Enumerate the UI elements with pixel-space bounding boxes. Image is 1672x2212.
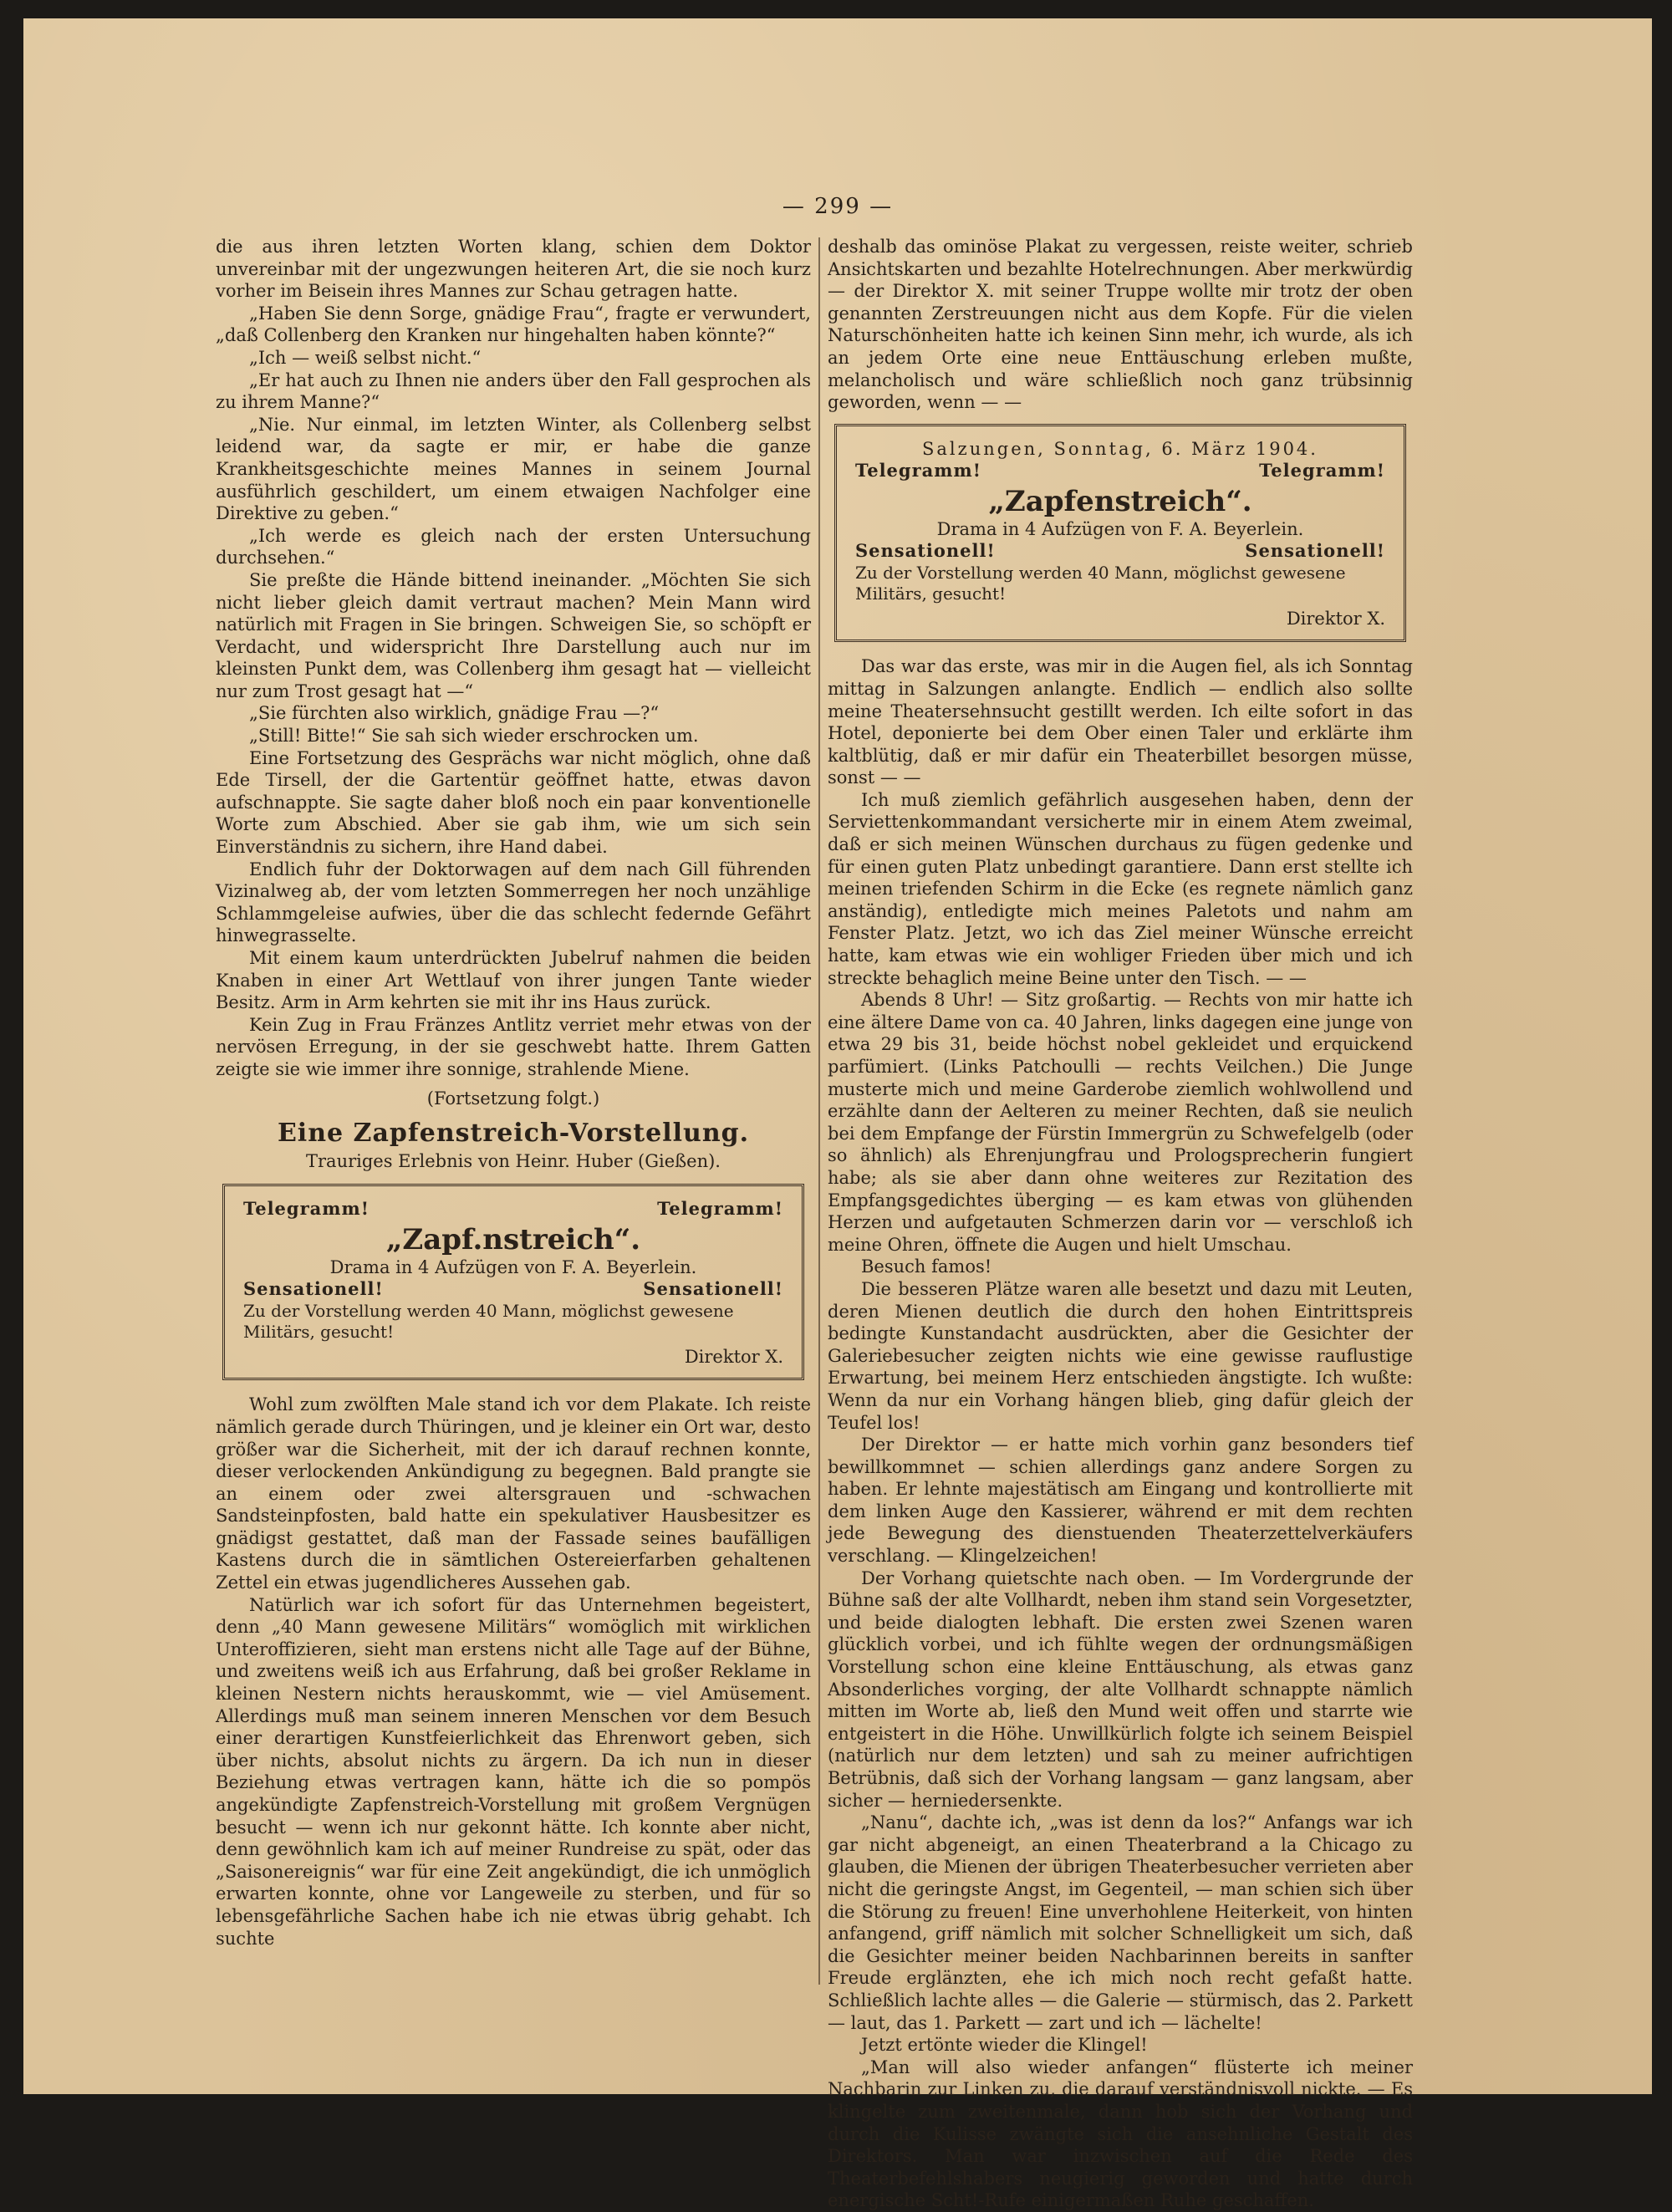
newspaper-page — [23, 18, 1652, 2211]
paragraph: Das war das erste, was mir in die Augen fiel, als ich Sonntag mittag in Salzungen anlangte. Endlich — endlich also sollte meine Theatersehnsucht gestillt werden. Ich eilte sofort in das Hotel, deponierte bei dem Ober einen Taler und erklärte ihm kaltblütig, daß er mir dafür ein Theaterbillet besorgen müsse, sonst — — — [828, 656, 1413, 788]
paragraph: Wohl zum zwölften Male stand ich vor dem Plakate. Ich reiste nämlich gerade durch Thüringen, und je kleiner ein Ort war, desto größer war die Sicherheit, mit der ich darauf rechnen konnte, dieser verlockenden Ankündigung zu begegnen. Bald prangte sie an einem oder zwei altersgrauen und -schwachen Sandsteinpfosten, bald hatte ein spekulativer Hausbesitzer es gnädigst gestattet, daß man der Fassade seines baufälligen Kastens durch die in sämtlichen Ostereierfarben gehaltenen Zettel ein etwas jugendlicheres Aussehen gab. — [216, 1394, 811, 1593]
ad-title: „Zapf.nstreich“. — [385, 1222, 641, 1256]
left-column — [216, 236, 811, 1950]
ad-date-line: Salzungen, Sonntag, 6. März 1904. — [922, 438, 1318, 459]
column-divider — [818, 237, 820, 1985]
ad-drama-line: Drama in 4 Aufzügen von F. A. Beyerlein. — [936, 518, 1304, 539]
paragraph: „Ich werde es gleich nach der ersten Untersuchung durchsehen.“ — [216, 525, 811, 568]
paragraph: Endlich fuhr der Doktorwagen auf dem nach Gill führenden Vizinalweg ab, der vom letzten Sommerregen her noch unzählige Schlammgeleise aufwies, über die das schlecht federnde Gefährt hinwegrasselte. — [216, 859, 811, 946]
paragraph: „Er hat auch zu Ihnen nie anders über den Fall gesprochen als zu ihrem Manne?“ — [216, 370, 811, 413]
sensational-left: Sensationell! — [855, 540, 996, 562]
paragraph: Sie preßte die Hände bittend ineinander. „Möchten Sie sich nicht lieber gleich damit vertraut machen? Mein Mann wird natürlich mit Fragen in Sie bringen. Schweigen Sie, so schöpft er Verdacht, und widerspricht Ihre Darstellung auch nur im kleinsten Punkt dem, was Collenberg ihm gesagt hat — vielleicht nur zum Trost gesagt hat —“ — [216, 569, 811, 701]
ad-drama-line: Drama in 4 Aufzügen von F. A. Beyerlein. — [329, 1256, 697, 1277]
paragraph: Natürlich war ich sofort für das Unternehmen begeistert, denn „40 Mann gewesene Militärs“ womöglich mit wirklichen Unteroffizieren, sieht man erstens nicht alle Tage auf der Bühne, und zweitens weiß ich aus Erfahrung, daß bei großer Reklame in kleinen Nestern nichts herauskommt, wie — viel Amüsement. Allerdings muß man seinem inneren Menschen vor dem Besuch einer derartigen Kunstfeierlichkeit das Ehrenwort geben, sich über nichts, absolut nichts zu ärgern. Da ich nun in dieser Beziehung etwas vertragen kann, hätte ich die so pompös angekündigte Zapfenstreich-Vorstellung mit großem Vergnügen besucht — wenn ich nur gekonnt hätte. Ich konnte aber nicht, denn gewöhnlich kam ich auf meiner Rundreise zu spät, oder das „Saisonereignis“ war für eine Zeit angekündigt, die ich unmöglich erwarten konnte, ohne vor Langeweile zu sterben, und für so lebensgefährliche Sachen habe ich nie etwas übrig gehabt. Ich suchte — [216, 1594, 811, 1949]
page-number: — 299 — — [782, 194, 894, 219]
ad-text: Zu der Vorstellung werden 40 Mann, möglichst gewesene Militärs, gesucht! — [855, 562, 1346, 604]
sensational-left: Sensationell! — [243, 1278, 384, 1300]
paragraph: „Ich — weiß selbst nicht.“ — [249, 347, 482, 368]
article-subtitle: Trauriges Erlebnis von Heinr. Huber (Gießen). — [306, 1150, 721, 1171]
sensational-right: Sensationell! — [643, 1278, 783, 1300]
right-column — [828, 236, 1413, 2212]
paragraph: Der Direktor — er hatte mich vorhin ganz besonders tief bewillkommnet — schien allerdings ganz andere Sorgen zu haben. Er lehnte majestätisch am Eingang und kontrollierte mit dem linken Auge den Kassierer, während er mit dem rechten jede Bewegung des dienstuenden Theaterzettelverkäufers verschlang. — Klingelzeichen! — [828, 1435, 1413, 1567]
paragraph: Jetzt ertönte wieder die Klingel! — [861, 2035, 1148, 2056]
telegram-ad-box-2 — [834, 424, 1406, 643]
paragraph: „Man will also wieder anfangen“ flüsterte ich meiner Nachbarin zur Linken zu, die darauf verständnisvoll nickte. — Es klingelte zum zweitenmale, dann hob sich der Vorhang und durch die Kulisse zwängte sich die ansehnliche Gestalt des Direktors. Man war inzwischen auf die Rede des Theaterbefehlshabers neugierig geworden und hatte durch energische Scht!-Rufe einigermaßen Ruhe geschaffen. — [828, 2057, 1413, 2211]
paragraph: „Haben Sie denn Sorge, gnädige Frau“, fragte er verwundert, „daß Collenberg den Kranken nur hingehalten haben könnte?“ — [216, 303, 811, 346]
ad-signature: Direktor X. — [684, 1346, 783, 1367]
paragraph: Kein Zug in Frau Fränzes Antlitz verriet mehr etwas von der nervösen Erregung, in der sie geschwebt hatte. Ihrem Gatten zeigte sie wie immer ihre sonnige, strahlende Miene. — [216, 1014, 811, 1079]
paragraph: deshalb das ominöse Plakat zu vergessen, reiste weiter, schrieb Ansichtskarten und bezahlte Hotelrechnungen. Aber merkwürdig — der Direktor X. mit seiner Truppe wollte mir trotz der oben genannten Zerstreuungen nicht aus dem Kopfe. Für die vielen Naturschönheiten hatte ich keinen Sinn mehr, ich wurde, als ich an jedem Orte eine neue Enttäuschung erleben mußte, melancholisch und wäre schließlich noch ganz trübsinnig geworden, wenn — — — [828, 237, 1413, 413]
paragraph: die aus ihren letzten Worten klang, schien dem Doktor unvereinbar mit der ungezwungen heiteren Art, die sie noch kurz vorher im Beisein ihres Mannes zur Schau getragen hatte. — [216, 237, 811, 302]
paragraph: Besuch famos! — [861, 1256, 992, 1277]
telegram-label-right: Telegramm! — [657, 1198, 783, 1220]
telegram-label-right: Telegramm! — [1259, 460, 1385, 482]
article-title: Eine Zapfenstreich-Vorstellung. — [277, 1119, 750, 1149]
paragraph: Der Vorhang quietschte nach oben. — Im Vordergrunde der Bühne saß der alte Vollhardt, neben ihm stand sein Vorgesetzter, und beide dialogten lebhaft. Die ersten zwei Szenen waren glücklich vorbei, und ich fühlte wegen der ordnungsmäßigen Vorstellung schon eine kleine Enttäuschung, als etwas ganz Absonderliches vorging, der alte Vollhardt schnappte nämlich mitten im Worte ab, ließ den Mund weit offen und starrte wie entgeistert in die Höhe. Unwillkürlich folgte ich seinem Beispiel (natürlich nur dem letzten) und sah zu meiner aufrichtigen Betrübnis, daß sich der Vorhang langsam — ganz langsam, aber sicher — herniedersenkte. — [828, 1567, 1413, 1811]
telegram-label-left: Telegramm! — [855, 460, 981, 482]
paragraph: Abends 8 Uhr! — Sitz großartig. — Rechts von mir hatte ich eine ältere Dame von ca. 40 Jahren, links dagegen eine junge von etwa 29 bis 31, beide höchst nobel gekleidet und erquickend parfümiert. (Links Patchoulli — rechts Veilchen.) Die Junge musterte mich und meine Garderobe ziemlich wohlwollend und erzählte dann der Aelteren zu meiner Rechten, daß sie neulich bei dem Empfange der Fürstin Immergrün zu Schwefelgelb (oder so ähnlich) als Ehrenjungfrau und Prologsprecherin fungiert habe; als sie aber dann ohne weiteres zur Rezitation des Empfangsgedichtes überging — es kam etwas von glühenden Herzen und aufgetauten Schmerzen darin vor — verschloß ich meine Ohren, öffnete die Augen und hielt Umschau. — [828, 990, 1413, 1255]
paragraph: Mit einem kaum unterdrückten Jubelruf nahmen die beiden Knaben in einer Art Wettlauf von ihrer jungen Tante wieder Besitz. Arm in Arm kehrten sie mit ihr ins Haus zurück. — [216, 948, 811, 1013]
ad-title: „Zapfenstreich“. — [988, 484, 1252, 518]
telegram-label-left: Telegramm! — [243, 1198, 370, 1220]
paragraph: „Still! Bitte!“ Sie sah sich wieder erschrocken um. — [249, 726, 699, 747]
paragraph: „Sie fürchten also wirklich, gnädige Frau —?“ — [249, 703, 660, 724]
paragraph: Ich muß ziemlich gefährlich ausgesehen haben, denn der Serviettenkommandant versicherte mir in einem Atem zweimal, daß er sich meinen Wünschen durchaus zu fügen gedenke und für einen guten Platz unbedingt garantiere. Dann erst stellte ich meinen triefenden Schirm in die Ecke (es regnete nämlich ganz anständig), entledigte mich meines Paletots und nahm am Fenster Platz. Jetzt, wo ich das Ziel meiner Wünsche erreicht hatte, kam etwas wie ein wohliger Frieden über mich und ich streckte behaglich meine Beine unter den Tisch. — — — [828, 789, 1413, 988]
continued-note: (Fortsetzung folgt.) — [426, 1088, 600, 1109]
paragraph: Die besseren Plätze waren alle besetzt und dazu mit Leuten, deren Mienen deutlich die durch den hohen Eintrittspreis bedingte Kunstandacht ausdrückten, aber die Gesichter der Galeriebesucher zeigten nichts wie eine gewisse rauflustige Erwartung, bei meinem Herz entschieden ängstigte. Ich wußte: Wenn da nur ein Vorhang hängen blieb, ging dafür gleich der Teufel los! — [828, 1278, 1413, 1433]
paragraph: Eine Fortsetzung des Gesprächs war nicht möglich, ohne daß Ede Tirsell, der die Gartentür geöffnet hatte, etwas davon aufschnappte. Sie sagte daher bloß noch ein paar konventionelle Worte zum Abschied. Aber sie gab ihm, wie um sich sein Einverständnis zu sichern, ihre Hand dabei. — [216, 747, 811, 858]
paragraph: „Nanu“, dachte ich, „was ist denn da los?“ Anfangs war ich gar nicht abgeneigt, an einen Theaterbrand a la Chicago zu glauben, die Mienen der übrigen Theaterbesucher verrieten aber nicht die geringste Angst, im Gegenteil, — man schien sich über die Störung zu freuen! Eine unverhohlene Heiterkeit, von hinten anfangend, griff nämlich mit solcher Schnelligkeit um sich, daß die Gesichter meiner beiden Nachbarinnen bereits in sanfter Freude erglänzten, ehe ich mich noch recht gefaßt hatte. Schließlich lachte alles — die Galerie — stürmisch, das 2. Parkett — laut, das 1. Parkett — zart und ich — lächelte! — [828, 1812, 1413, 2033]
ad-signature: Direktor X. — [1286, 608, 1385, 629]
paragraph: „Nie. Nur einmal, im letzten Winter, als Collenberg selbst leidend war, da sagte er mir, er habe die ganze Krankheitsgeschichte meines Mannes in seinem Journal ausführlich geschildert, um einem etwaigen Nachfolger eine Direktive zu geben.“ — [216, 414, 811, 524]
sensational-right: Sensationell! — [1245, 540, 1385, 562]
ad-text: Zu der Vorstellung werden 40 Mann, möglichst gewesene Militärs, gesucht! — [243, 1300, 734, 1342]
telegram-ad-box — [222, 1184, 804, 1380]
